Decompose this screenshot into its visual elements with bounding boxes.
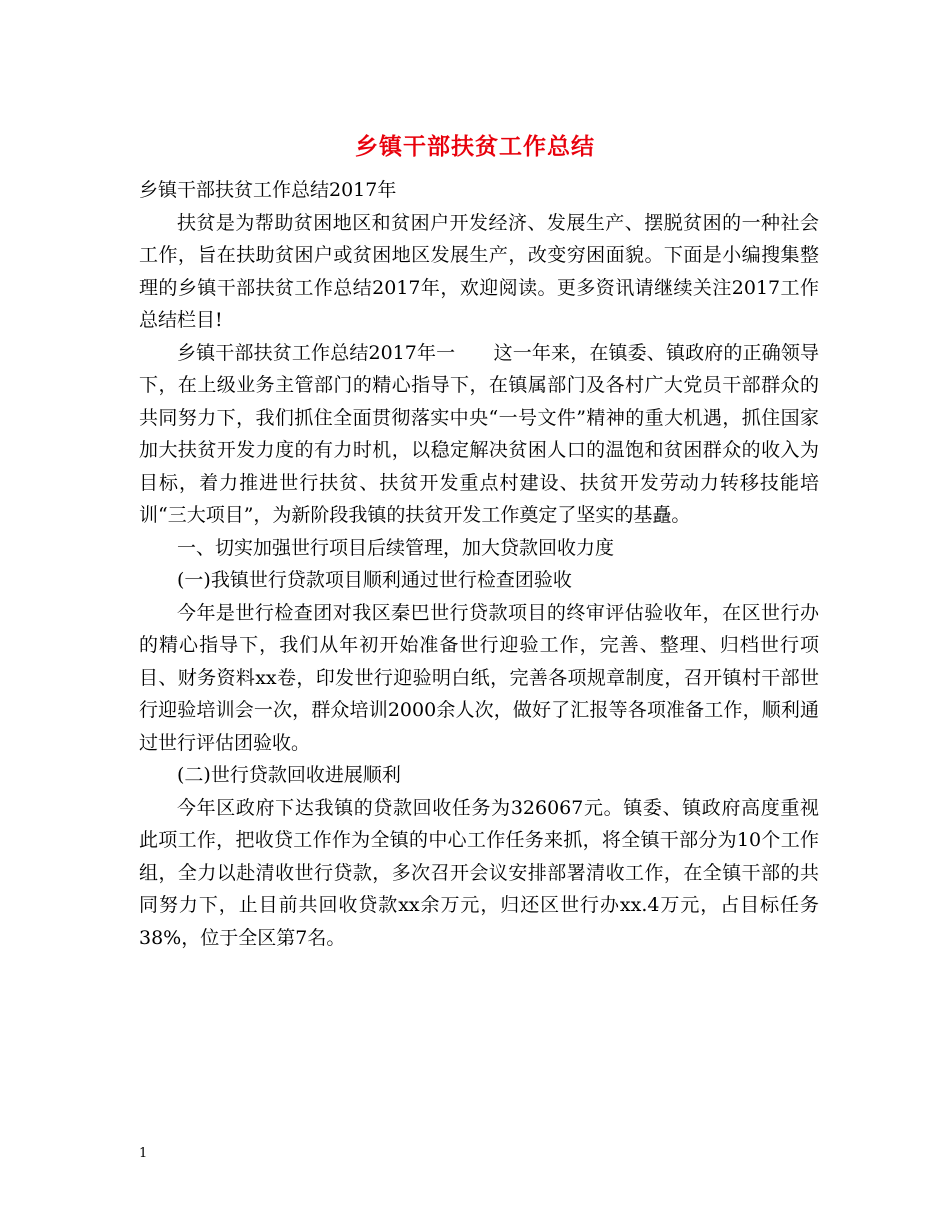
subsection-heading-1: (一)我镇世行贷款项目顺利通过世行检查团验收 (177, 569, 572, 591)
paragraph-loan-recovery: 今年区政府下达我镇的贷款回收任务为326067元。镇委、镇政府高度重视此项工作，把收贷工作作为全镇的中心工作任务来抓，将全镇干部分为10个工作组，全力以赴清收世行贷款，多次召开会议安排部署清收工作，在全镇干部的共同努力下，止目前共回收贷款xx余万元，归还区世行办xx.4万元，占目标任务38%，位于全区第7名。 (139, 796, 819, 949)
subsection-heading-2: (二)世行贷款回收进展顺利 (177, 764, 401, 786)
page-number: 1 (139, 1146, 148, 1161)
section-heading-1: 一、切实加强世行项目后续管理，加大贷款回收力度 (177, 536, 615, 559)
subtitle-line: 乡镇干部扶贫工作总结2017年 (139, 179, 397, 201)
paragraph-summary: 乡镇干部扶贫工作总结2017年一 这一年来，在镇委、镇政府的正确领导下，在上级业务主管部门的精心指导下，在镇属部门及各村广大党员干部群众的共同努力下，我们抓住全面贯彻落实中央“一号文件”精神的重大机遇，抓住国家加大扶贫开发力度的有力时机，以稳定解决贫困人口的温饱和贫困群众的收入为目标，着力推进世行扶贫、扶贫开发重点村建设、扶贫开发劳动力转移技能培训“三大项目”，为新阶段我镇的扶贫开发工作奠定了坚实的基矗。 (139, 341, 819, 526)
paragraph-acceptance: 今年是世行检查团对我区秦巴世行贷款项目的终审评估验收年，在区世行办的精心指导下，我们从年初开始准备世行迎验工作，完善、整理、归档世行项目、财务资料xx卷，印发世行迎验明白纸，完善各项规章制度，召开镇村干部世行迎验培训会一次，群众培训2000余人次，做好了汇报等各项准备工作，顺利通过世行评估团验收。 (139, 601, 819, 754)
paragraph-intro: 扶贫是为帮助贫困地区和贫困户开发经济、发展生产、摆脱贫困的一种社会工作，旨在扶助贫困户或贫困地区发展生产，改变穷困面貌。下面是小编搜集整理的乡镇干部扶贫工作总结2017年，欢迎阅读。更多资讯请继续关注2017工作总结栏目! (139, 211, 819, 331)
document-title: 乡镇干部扶贫工作总结 (355, 133, 595, 160)
document-body (139, 174, 819, 954)
